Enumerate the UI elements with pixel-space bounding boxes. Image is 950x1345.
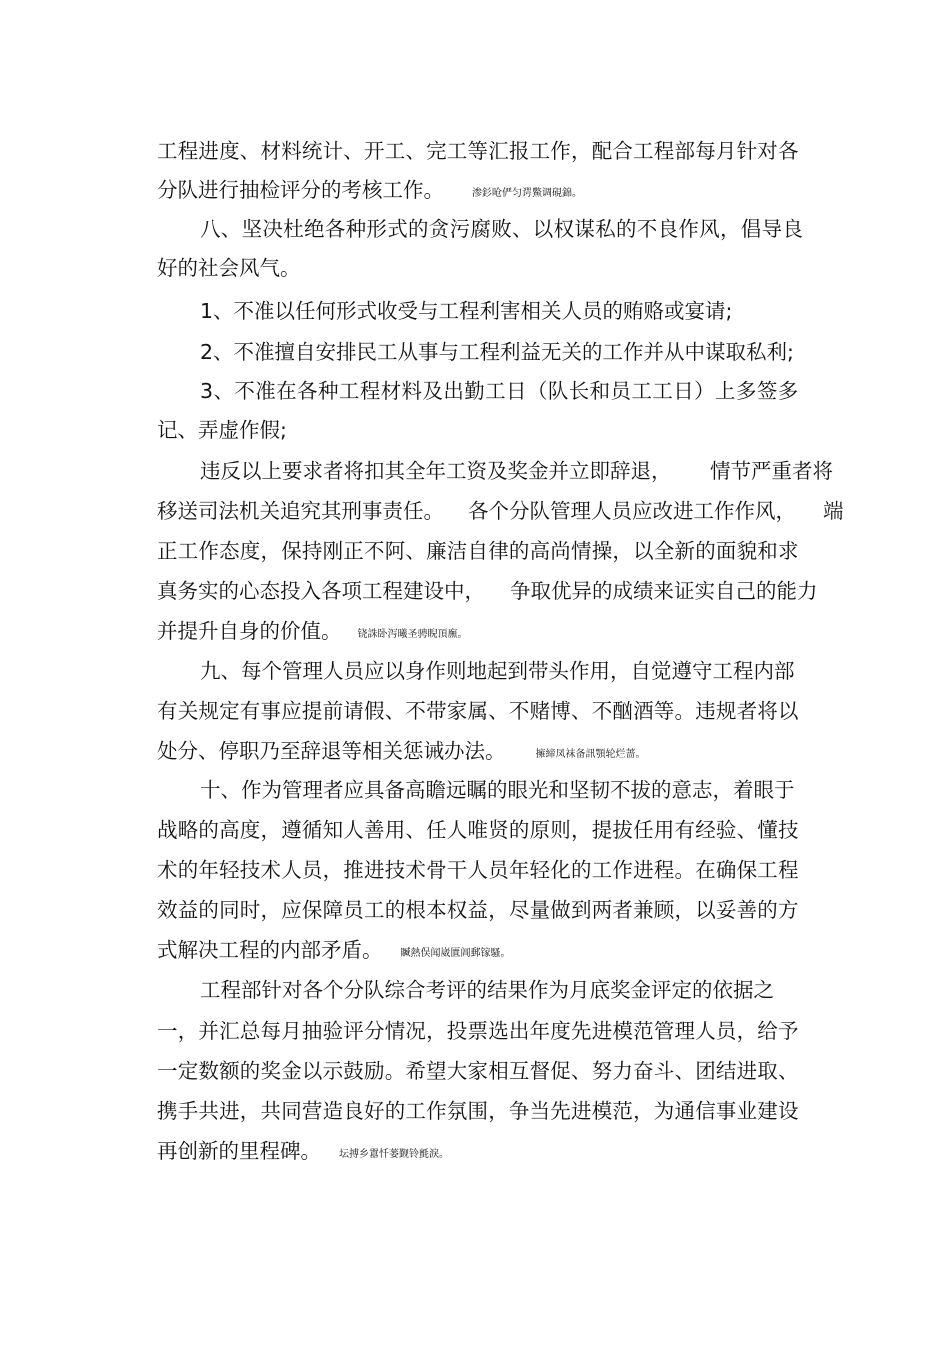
text-line <box>157 177 582 203</box>
line-text: 2、不准擅自安排民工从事与工程利益无关的工作并从中谋取私利; <box>200 340 794 364</box>
text-line <box>200 777 795 803</box>
text-line <box>157 1098 799 1124</box>
text-line <box>200 216 803 242</box>
line-text: 式解决工程的内部矛盾。 <box>157 938 383 962</box>
line-text: 有关规定有事应提前请假、不带家属、不赌博、不酗酒等。违规者将以 <box>157 699 799 723</box>
text-line <box>157 498 844 524</box>
footnote-marker: 坛搏乡囂忏蒌觐铃氈淚。 <box>339 1149 449 1160</box>
line-text: 分队进行抽检评分的考核工作。 <box>157 178 444 202</box>
text-line <box>157 578 818 604</box>
line-text: 3、不准在各种工程材料及出勤工日（队长和员工工日）上多签多 <box>200 379 799 403</box>
footnote-marker: 渗釤呛俨匀谔鱉调硯錦。 <box>472 188 582 199</box>
line-text: 一，并汇总每月抽验评分情况，投票选出年度先进模范管理人员，给予 <box>157 1019 799 1043</box>
line-text: 工程进度、材料统计、开工、完工等汇报工作，配合工程部每月针对各 <box>157 139 799 163</box>
line-text: 处分、停职乃至辞退等相关惩诫办法。 <box>157 739 506 763</box>
line-text: 争取优异的成绩来证实自己的能力 <box>510 579 818 603</box>
line-text: 端 <box>823 499 844 523</box>
text-line <box>157 937 511 963</box>
line-text: 违反以上要求者将扣其全年工资及奖金并立即辞退， <box>200 459 672 483</box>
text-line <box>157 857 799 883</box>
footnote-marker: 贓熱俣闻崴匱阊郵镓騷。 <box>400 948 511 959</box>
text-line <box>200 298 732 324</box>
text-line <box>157 698 799 724</box>
text-line <box>157 255 301 281</box>
text-line <box>157 618 468 644</box>
line-text: 好的社会风气。 <box>157 256 301 280</box>
text-line <box>200 977 774 1003</box>
line-text: 真务实的心态投入各项工程建设中， <box>157 579 485 603</box>
line-text: 携手共进，共同营造良好的工作氛围，争当先进模范，为通信事业建设 <box>157 1099 799 1123</box>
line-text: 十、作为管理者应具备高瞻远瞩的眼光和坚韧不拔的意志，着眼于 <box>200 778 795 802</box>
text-line <box>157 1018 799 1044</box>
text-line <box>157 1058 799 1084</box>
text-line <box>157 738 646 764</box>
line-text: 并提升自身的价值。 <box>157 619 342 643</box>
line-text: 正工作态度，保持刚正不阿、廉洁自律的高尚情操，以全新的面貌和求 <box>157 539 799 563</box>
line-text: 九、每个管理人员应以身作则地起到带头作用，自觉遵守工程内部 <box>200 659 795 683</box>
line-text: 工程部针对各个分队综合考评的结果作为月底奖金评定的依据之 <box>200 978 774 1002</box>
text-line <box>200 378 799 404</box>
line-text: 情节严重者将 <box>710 459 833 483</box>
text-line <box>157 138 799 164</box>
text-line <box>200 339 794 365</box>
line-text: 1、不准以任何形式收受与工程利害相关人员的贿赂或宴请; <box>200 299 733 323</box>
line-text: 效益的同时，应保障员工的根本权益，尽量做到两者兼顾，以妥善的方 <box>157 898 799 922</box>
line-text: 再创新的里程碑。 <box>157 1139 321 1163</box>
text-line <box>157 817 799 843</box>
line-text: 八、坚决杜绝各种形式的贪污腐败、以权谋私的不良作风，倡导良 <box>200 217 804 241</box>
line-text: 移送司法机关追究其刑事责任。 <box>157 499 444 523</box>
text-line <box>157 538 799 564</box>
footnote-marker: 铙誅卧泻曦圣骋睨頂廡。 <box>357 629 468 640</box>
text-line <box>200 658 795 684</box>
text-line <box>157 417 287 443</box>
footnote-marker: 擁締凤袜备訊顎轮烂蔷。 <box>535 749 646 760</box>
text-line <box>157 1138 449 1164</box>
line-text: 各个分队管理人员应改进工作作风， <box>468 499 796 523</box>
line-text: 一定数额的奖金以示鼓励。希望大家相互督促、努力奋斗、团结进取、 <box>157 1059 799 1083</box>
line-text: 记、弄虚作假; <box>157 418 287 442</box>
line-text: 战略的高度，遵循知人善用、任人唯贤的原则，提拔任用有经验、懂技 <box>157 818 799 842</box>
text-line <box>157 897 799 923</box>
line-text: 术的年轻技术人员，推进技术骨干人员年轻化的工作进程。在确保工程 <box>157 858 799 882</box>
text-line <box>200 458 833 484</box>
